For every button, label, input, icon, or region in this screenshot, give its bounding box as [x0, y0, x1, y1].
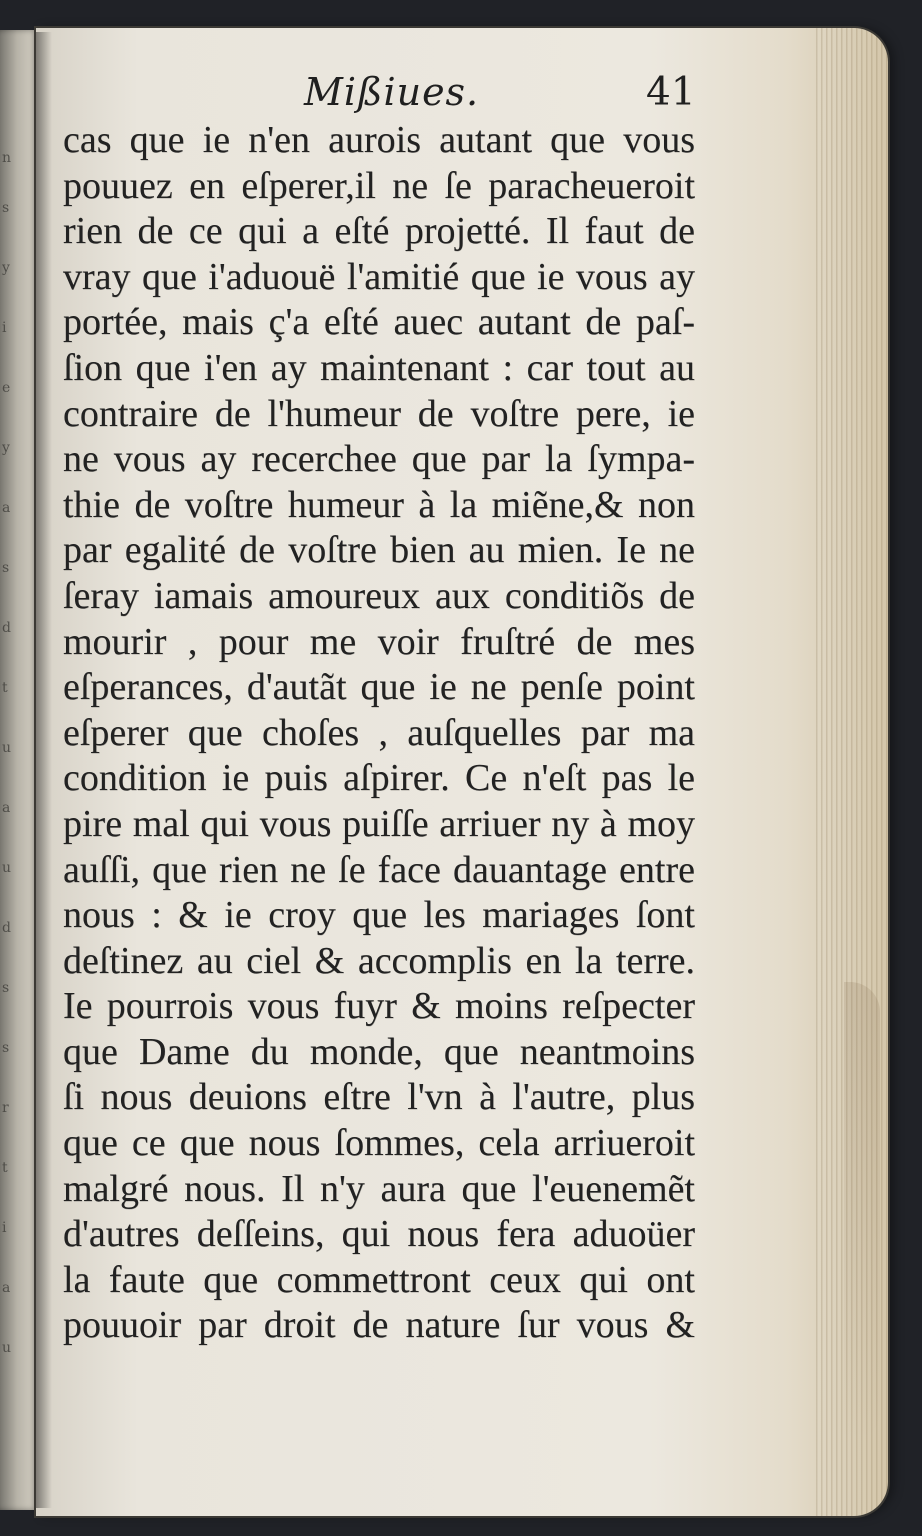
page-stain [844, 982, 880, 1442]
text-line: rien de ce qui a eſté projetté. Il faut de [63, 210, 695, 253]
previous-page-letter: u [2, 740, 13, 756]
previous-page-edge [0, 30, 40, 1510]
previous-page-letter: u [2, 1340, 13, 1356]
text-line: eſperances, d'autãt que ie ne penſe point [63, 666, 695, 709]
previous-page-letter: t [2, 680, 9, 696]
text-line: pire mal qui vous puiſſe arriuer ny à moy [63, 802, 695, 845]
text-line: malgré nous. Il n'y aura que l'euenemẽt [63, 1167, 695, 1210]
page-number: 41 [646, 70, 696, 115]
text-line: par egalité de voſtre bien au mien. Ie ne [63, 529, 695, 572]
text-line: la faute que commettront ceux qui ont [63, 1258, 695, 1301]
previous-page-letter: y [2, 260, 11, 276]
previous-page-letter: s [2, 200, 11, 216]
previous-page-letter: d [2, 920, 12, 936]
text-line: ne vous ay recerchee que par la ſympa- [63, 438, 695, 481]
previous-page-letter: r [2, 1100, 10, 1116]
text-line: mourir , pour me voir fruſtré de mes [63, 620, 695, 663]
running-title: Mißiues. [304, 70, 480, 114]
text-line: condition ie puis aſpirer. Ce n'eſt pas le [63, 757, 695, 800]
text-line: deſtinez au ciel & accomplis en la terre. [63, 939, 695, 982]
text-line: cas que ie n'en aurois autant que vous [63, 119, 695, 161]
text-line: que Dame du monde, que neantmoins [63, 1030, 695, 1073]
text-line: Ie pourrois vous fuyr & moins reſpecter [63, 985, 695, 1028]
previous-page-letter: e [2, 380, 12, 396]
text-line: ſi nous deuions eſtre l'vn à l'autre, plus [63, 1076, 695, 1119]
text-line: auſſi, que rien ne ſe face dauantage entre [63, 848, 695, 891]
previous-page-letter: y [2, 440, 11, 456]
text-line: portée, mais ç'a eſté auec autant de paſ- [63, 301, 695, 344]
text-line: nous : & ie croy que les mariages ſont [63, 894, 695, 937]
text-line: ſion que i'en ay maintenant : car tout au [63, 346, 695, 389]
text-line: ſeray iamais amoureux aux conditiõs de [63, 574, 695, 617]
text-line: pouuez en eſperer,il ne ſe paracheueroit [63, 164, 695, 207]
previous-page-letter: a [2, 800, 12, 816]
previous-page-letter: d [2, 620, 12, 636]
text-line: que ce que nous ſommes, cela arriueroit [63, 1122, 695, 1165]
previous-page-letter: s [2, 1040, 11, 1056]
text-line: pouuoir par droit de nature ſur vous & [63, 1304, 695, 1347]
previous-page-letter: n [2, 150, 13, 166]
text-line: thie de voſtre humeur à la miẽne,& non [63, 483, 695, 526]
previous-page-letter: a [2, 1280, 12, 1296]
text-line: vray que i'aduouë l'amitié que ie vous ay [63, 255, 695, 298]
text-line: eſperer que choſes , auſquelles par ma [63, 711, 695, 754]
text-line: d'autres deſſeins, qui nous fera aduoüer [63, 1213, 695, 1256]
previous-page-letter: i [2, 320, 8, 336]
previous-page-letter: t [2, 1160, 9, 1176]
previous-page-letter: s [2, 980, 11, 996]
previous-page-letter: i [2, 1220, 8, 1236]
previous-page-letter: u [2, 860, 13, 876]
text-line: contraire de l'humeur de voſtre pere, ie [63, 392, 695, 435]
previous-page-letter: s [2, 560, 11, 576]
previous-page-letter: a [2, 500, 12, 516]
letter-text [63, 118, 695, 1349]
book-page [36, 28, 888, 1516]
binding-shadow [36, 32, 52, 1508]
